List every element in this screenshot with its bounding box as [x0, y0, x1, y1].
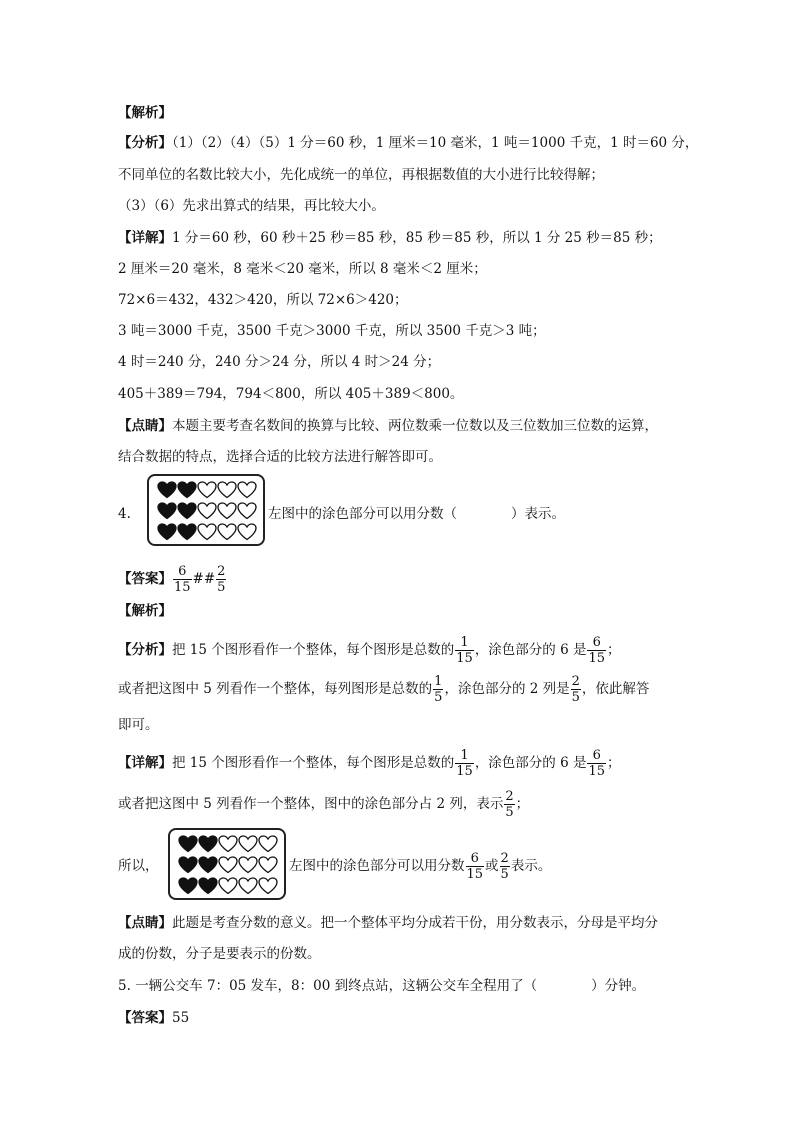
- outline-heart-icon: [217, 522, 237, 542]
- dianjing-line-2: 结合数据的特点，选择合适的比较方法进行解答即可。: [118, 449, 442, 465]
- outline-heart-icon: [238, 834, 258, 854]
- q4-fenxi-line-2: 或者把这图中 5 列看作一个整体，每列图形是总数的 $\frac{1}{5}$ ，涂色部分的 2 列是 $\frac{2}{5}$ ，依此解答: [118, 674, 650, 705]
- filled-heart-icon: [177, 501, 197, 521]
- outline-heart-icon: [258, 855, 278, 875]
- question-4-number: 4.: [118, 506, 131, 522]
- filled-heart-icon: [157, 501, 177, 521]
- fraction-6-15: $\frac{6}{15}$: [588, 635, 606, 666]
- xiangjie-line-4: 3 吨＝3000 千克，3500 千克＞3000 千克，所以 3500 千克＞3 吨；: [118, 323, 546, 339]
- filled-heart-icon: [177, 522, 197, 542]
- outline-heart-icon: [197, 480, 217, 500]
- hearts-figure-2: [168, 828, 286, 900]
- outline-heart-icon: [197, 522, 217, 542]
- fraction-2-5: $\frac{2}{5}$: [571, 674, 580, 705]
- outline-heart-icon: [197, 501, 217, 521]
- fenxi-line-1: 【分析】（1）（2）（4）（5）1 分＝60 秒，1 厘米＝10 毫米，1 吨＝1000 千克，1 时＝60 分，: [118, 135, 699, 151]
- fraction-6-15: $\frac{6}{15}$: [588, 748, 606, 779]
- xiangjie-line-3: 72×6＝432，432＞420，所以 72×6＞420；: [118, 292, 408, 308]
- q4-dianjing-line-2: 成的份数，分子是要表示的份数。: [118, 946, 321, 962]
- outline-heart-icon: [217, 480, 237, 500]
- hearts-figure: [147, 474, 265, 546]
- fraction-1-5: $\frac{1}{5}$: [434, 674, 443, 705]
- outline-heart-icon: [218, 855, 238, 875]
- q4-dianjing-line-1: 【点睛】此题是考查分数的意义。把一个整体平均分成若干份，用分数表示，分母是平均分: [118, 915, 658, 931]
- outline-heart-icon: [238, 876, 258, 896]
- question-5: 5. 一辆公交车 7：05 发车，8：00 到终点站，这辆公交车全程用了（ ）分钟。: [118, 978, 646, 994]
- outline-heart-icon: [218, 834, 238, 854]
- outline-heart-icon: [238, 855, 258, 875]
- q4-xiangjie-line-2: 或者把这图中 5 列看作一个整体，图中的涂色部分占 2 列，表示 $\frac{2}{5}$ ；: [118, 789, 530, 820]
- fraction-1-15: $\frac{1}{15}$: [456, 635, 473, 666]
- filled-heart-icon: [178, 855, 198, 875]
- filled-heart-icon: [198, 855, 218, 875]
- filled-heart-icon: [178, 834, 198, 854]
- q4-xiangjie-line-1: 【详解】把 15 个图形看作一个整体，每个图形是总数的 $\frac{1}{15}$ ，涂色部分的 6 是 $\frac{6}{15}$ ；: [118, 748, 621, 779]
- filled-heart-icon: [198, 834, 218, 854]
- q4-fenxi-line-3: 即可。: [118, 717, 159, 733]
- filled-heart-icon: [157, 480, 177, 500]
- filled-heart-icon: [157, 522, 177, 542]
- outline-heart-icon: [237, 522, 257, 542]
- dianjing-line-1: 【点睛】本题主要考查名数间的换算与比较、两位数乘一位数以及三位数加三位数的运算，: [118, 418, 658, 434]
- xiangjie-line-6: 405＋389＝794，794＜800，所以 405＋389＜800。: [118, 386, 464, 402]
- answer-5: 【答案】55: [118, 1010, 190, 1026]
- outline-heart-icon: [237, 480, 257, 500]
- fraction-2-5: $\frac{2}{5}$: [505, 789, 514, 820]
- fenxi-line-2: 不同单位的名数比较大小，先化成统一的单位，再根据数值的大小进行比较得解；: [118, 167, 604, 183]
- filled-heart-icon: [198, 876, 218, 896]
- question-4-text: 左图中的涂色部分可以用分数（ ）表示。: [268, 506, 565, 522]
- fraction-6-15: $\frac{6}{15}$: [466, 851, 484, 882]
- filled-heart-icon: [177, 480, 197, 500]
- xiangjie-line-5: 4 时＝240 分，240 分＞24 分，所以 4 时＞24 分；: [118, 354, 441, 370]
- fraction-6-15: $\frac{6}{15}$: [174, 564, 191, 595]
- q4-fenxi-line-1: 【分析】把 15 个图形看作一个整体，每个图形是总数的 $\frac{1}{15}$ ，涂色部分的 6 是 $\frac{6}{15}$ ；: [118, 635, 621, 666]
- outline-heart-icon: [258, 834, 278, 854]
- answer-4: 【答案】 $\frac{6}{15}$ ## $\frac{2}{5}$: [118, 564, 226, 595]
- analysis-heading-4: 【解析】: [118, 603, 172, 619]
- filled-heart-icon: [178, 876, 198, 896]
- xiangjie-line-1: 【详解】1 分＝60 秒，60 秒＋25 秒＝85 秒，85 秒＝85 秒，所以 1 分 25 秒＝85 秒；: [118, 230, 662, 246]
- fraction-1-15: $\frac{1}{15}$: [456, 748, 473, 779]
- fenxi-line-3: （3）（6）先求出算式的结果，再比较大小。: [118, 198, 385, 214]
- outline-heart-icon: [237, 501, 257, 521]
- q4-result-line: 左图中的涂色部分可以用分数 $\frac{6}{15}$ 或 $\frac{2}{5}$ 表示。: [289, 851, 552, 882]
- fraction-2-5: $\frac{2}{5}$: [217, 564, 226, 595]
- xiangjie-line-2: 2 厘米＝20 毫米，8 毫米＜20 毫米，所以 8 毫米＜2 厘米；: [118, 261, 487, 277]
- analysis-heading: 【解析】: [118, 105, 172, 121]
- outline-heart-icon: [218, 876, 238, 896]
- outline-heart-icon: [217, 501, 237, 521]
- suoyi-label: 所以，: [118, 858, 159, 874]
- outline-heart-icon: [258, 876, 278, 896]
- fraction-2-5: $\frac{2}{5}$: [500, 851, 509, 882]
